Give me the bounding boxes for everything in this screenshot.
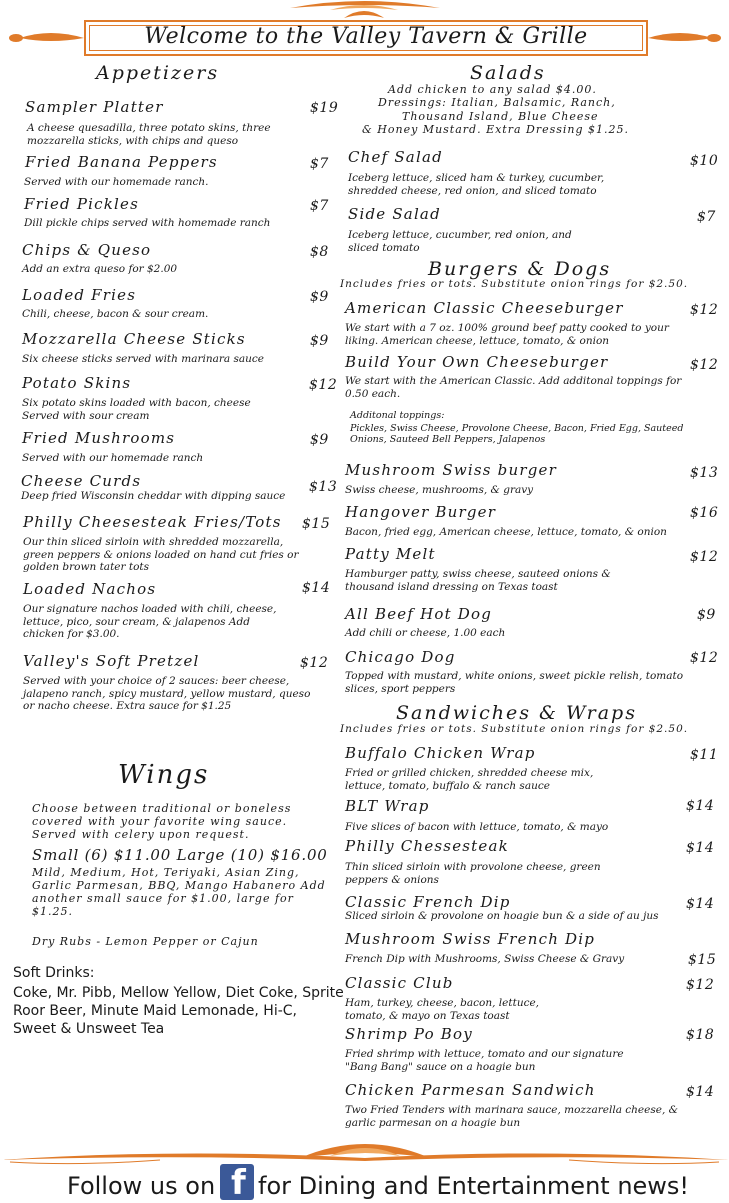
menu-item-desc: Two Fried Tenders with marinara sauce, mozzarella cheese, & garlic parmesan on a hoagie bun — [345, 1104, 678, 1129]
menu-item-name: All Beef Hot Dog — [345, 605, 493, 623]
menu-item-desc: Six cheese sticks served with marinara sauce — [22, 353, 264, 365]
menu-item-name: Potato Skins — [22, 374, 132, 392]
menu-item-price: $14 — [686, 1084, 715, 1100]
menu-item-desc: Fried shrimp with lettuce, tomato and our signature "Bang Bang" sauce on a hoagie bun — [345, 1048, 624, 1073]
menu-item-name: Side Salad — [348, 205, 441, 223]
menu-item-price: $12 — [686, 977, 715, 993]
menu-item-desc: Thin sliced sirloin with provolone cheese, green peppers & onions — [345, 861, 601, 886]
menu-item-name: American Classic Cheeseburger — [345, 299, 624, 317]
menu-item-desc: Served with our homemade ranch — [22, 452, 204, 464]
menu-item-price: $14 — [302, 580, 331, 596]
menu-item-name: Cheese Curds — [21, 472, 142, 490]
salads-heading: Salads — [470, 62, 546, 84]
footer-news-text: for Dining and Entertainment news! — [258, 1172, 690, 1200]
menu-item-desc: A cheese quesadilla, three potato skins, three mozzarella sticks, with chips and queso — [27, 122, 271, 147]
sandwiches-heading: Sandwiches & Wraps — [396, 702, 637, 724]
menu-item-desc: Our signature nachos loaded with chili, cheese, lettuce, pico, sour cream, & jalapenos Add chicken for $3.00. — [23, 603, 277, 640]
menu-item-name: Mushroom Swiss French Dip — [345, 930, 596, 948]
menu-item-price: $9 — [697, 607, 716, 623]
menu-item-price: $16 — [690, 505, 719, 521]
toppings-label: Additonal toppings: — [350, 410, 445, 421]
menu-item-price: $12 — [300, 655, 329, 671]
menu-item-price: $15 — [302, 516, 331, 532]
bottom-flourish — [0, 1130, 729, 1170]
soft-drinks-heading: Soft Drinks: — [13, 965, 95, 981]
menu-item-desc: Served with your choice of 2 sauces: beer cheese, jalapeno ranch, spicy mustard, yellow mustard, queso or nacho cheese. Extra sauce for $1.25 — [23, 675, 311, 712]
menu-item-price: $12 — [690, 549, 719, 565]
toppings-list: Pickles, Swiss Cheese, Provolone Cheese, Bacon, Fried Egg, Sauteed Onions, Sauteed Bell Peppers, Jalapenos — [350, 423, 684, 445]
menu-item-price: $14 — [686, 798, 715, 814]
menu-item-price: $7 — [310, 198, 329, 214]
menu-item-name: Fried Mushrooms — [22, 429, 176, 447]
menu-item-desc: We start with a 7 oz. 100% ground beef patty cooked to your liking. American cheese, lettuce, tomato, & onion — [345, 322, 669, 347]
menu-item-name: Classic Club — [345, 974, 454, 992]
menu-item-name: Patty Melt — [345, 545, 436, 563]
wings-sizes: Small (6) $11.00 Large (10) $16.00 — [32, 846, 328, 864]
menu-item-price: $12 — [690, 357, 719, 373]
menu-item-name: Fried Banana Peppers — [25, 153, 218, 171]
page-title: Welcome to the Valley Tavern & Grille — [144, 24, 588, 49]
menu-item-price: $7 — [697, 209, 716, 225]
menu-item-price: $14 — [686, 840, 715, 856]
menu-item-desc: Our thin sliced sirloin with shredded mozzarella, green peppers & onions loaded on hand cut fries or golden brown tater tots — [23, 536, 299, 573]
menu-item-name: Fried Pickles — [24, 195, 139, 213]
menu-item-desc: French Dip with Mushrooms, Swiss Cheese & Gravy — [345, 953, 625, 965]
menu-item-price: $14 — [686, 896, 715, 912]
menu-item-desc: Iceberg lettuce, cucumber, red onion, and sliced tomato — [348, 229, 572, 254]
menu-item-price: $12 — [309, 377, 338, 393]
wings-intro: Choose between traditional or boneless covered with your favorite wing sauce. Served with celery upon request. — [32, 802, 292, 841]
soft-drinks-line: Roor Beer, Minute Maid Lemonade, Hi-C, — [13, 1003, 297, 1019]
menu-item-price: $9 — [310, 333, 329, 349]
salads-note: & Honey Mustard. Extra Dressing $1.25. — [362, 123, 630, 136]
menu-item-name: Classic French Dip — [345, 893, 511, 911]
menu-item-price: $15 — [688, 952, 717, 968]
salads-note: Thousand Island, Blue Cheese — [402, 110, 599, 123]
menu-item-price: $13 — [690, 465, 719, 481]
wings-dry-rubs: Dry Rubs - Lemon Pepper or Cajun — [32, 935, 259, 948]
menu-item-name: Loaded Fries — [22, 286, 137, 304]
menu-item-price: $10 — [690, 153, 719, 169]
menu-item-name: Build Your Own Cheeseburger — [345, 353, 609, 371]
facebook-letter: f — [231, 1163, 246, 1203]
menu-item-desc: Iceberg lettuce, sliced ham & turkey, cucumber, shredded cheese, red onion, and sliced tomato — [348, 172, 605, 197]
menu-item-name: BLT Wrap — [345, 797, 430, 815]
menu-item-name: Loaded Nachos — [23, 580, 157, 598]
salads-note: Add chicken to any salad $4.00. — [388, 83, 597, 96]
salads-note: Dressings: Italian, Balsamic, Ranch, — [378, 96, 616, 109]
menu-item-price: $18 — [686, 1027, 715, 1043]
wings-sauces: Mild, Medium, Hot, Teriyaki, Asian Zing, Garlic Parmesan, BBQ, Mango Habanero Add another small sauce for $1.00, large for $1.25. — [32, 866, 326, 918]
menu-item-name: Sampler Platter — [25, 98, 164, 116]
menu-item-desc: Sliced sirloin & provolone on hoagie bun & a side of au jus — [345, 910, 659, 922]
menu-item-name: Mozzarella Cheese Sticks — [22, 330, 246, 348]
soft-drinks-line: Sweet & Unsweet Tea — [13, 1021, 165, 1037]
menu-item-name: Hangover Burger — [345, 503, 497, 521]
menu-item-desc: Add an extra queso for $2.00 — [22, 263, 178, 275]
menu-item-price: $13 — [309, 479, 338, 495]
menu-item-price: $11 — [690, 747, 719, 763]
burgers-heading: Burgers & Dogs — [428, 258, 612, 280]
menu-item-name: Chips & Queso — [22, 241, 152, 259]
menu-item-desc: Chili, cheese, bacon & sour cream. — [22, 308, 209, 320]
menu-item-desc: Served with our homemade ranch. — [24, 176, 209, 188]
menu-item-price: $9 — [310, 289, 329, 305]
menu-item-desc: Bacon, fried egg, American cheese, lettuce, tomato, & onion — [345, 526, 667, 538]
menu-item-desc: We start with the American Classic. Add additonal toppings for 0.50 each. — [345, 375, 682, 400]
menu-item-desc: Deep fried Wisconsin cheddar with dipping sauce — [21, 490, 286, 502]
soft-drinks-line: Coke, Mr. Pibb, Mellow Yellow, Diet Coke, Sprite — [13, 985, 344, 1001]
menu-item-name: Philly Chessesteak — [345, 837, 509, 855]
menu-item-price: $8 — [310, 244, 329, 260]
menu-item-name: Philly Cheesesteak Fries/Tots — [23, 513, 282, 531]
menu-item-name: Chicago Dog — [345, 648, 456, 666]
menu-item-price: $7 — [310, 156, 329, 172]
menu-item-price: $9 — [310, 432, 329, 448]
wings-heading: Wings — [118, 760, 210, 790]
menu-item-desc: Swiss cheese, mushrooms, & gravy — [345, 484, 534, 496]
menu-item-name: Chef Salad — [348, 148, 443, 166]
menu-item-price: $12 — [690, 302, 719, 318]
menu-item-name: Valley's Soft Pretzel — [23, 652, 200, 670]
facebook-icon[interactable] — [220, 1163, 254, 1203]
burgers-note: Includes fries or tots. Substitute onion rings for $2.50. — [340, 278, 689, 290]
menu-item-desc: Fried or grilled chicken, shredded cheese mix, lettuce, tomato, buffalo & ranch sauce — [345, 767, 594, 792]
sandwiches-note: Includes fries or tots. Substitute onion rings for $2.50. — [340, 723, 689, 735]
footer-follow-text: Follow us on — [67, 1172, 216, 1200]
menu-item-desc: Topped with mustard, white onions, sweet pickle relish, tomato slices, sport peppers — [345, 670, 684, 695]
menu-item-desc: Five slices of bacon with lettuce, tomato, & mayo — [345, 821, 609, 833]
menu-item-name: Mushroom Swiss burger — [345, 461, 557, 479]
menu-item-price: $19 — [310, 100, 339, 116]
menu-item-name: Chicken Parmesan Sandwich — [345, 1081, 596, 1099]
menu-item-desc: Dill pickle chips served with homemade ranch — [24, 217, 271, 229]
menu-item-desc: Hamburger patty, swiss cheese, sauteed onions & thousand island dressing on Texas toast — [345, 568, 611, 593]
appetizers-heading: Appetizers — [96, 62, 220, 84]
menu-item-desc: Ham, turkey, cheese, bacon, lettuce, tomato, & mayo on Texas toast — [345, 997, 540, 1022]
menu-item-desc: Add chili or cheese, 1.00 each — [345, 627, 506, 639]
menu-item-price: $12 — [690, 650, 719, 666]
menu-item-name: Buffalo Chicken Wrap — [345, 744, 536, 762]
menu-item-desc: Six potato skins loaded with bacon, cheese Served with sour cream — [22, 397, 251, 422]
menu-item-name: Shrimp Po Boy — [345, 1025, 473, 1043]
